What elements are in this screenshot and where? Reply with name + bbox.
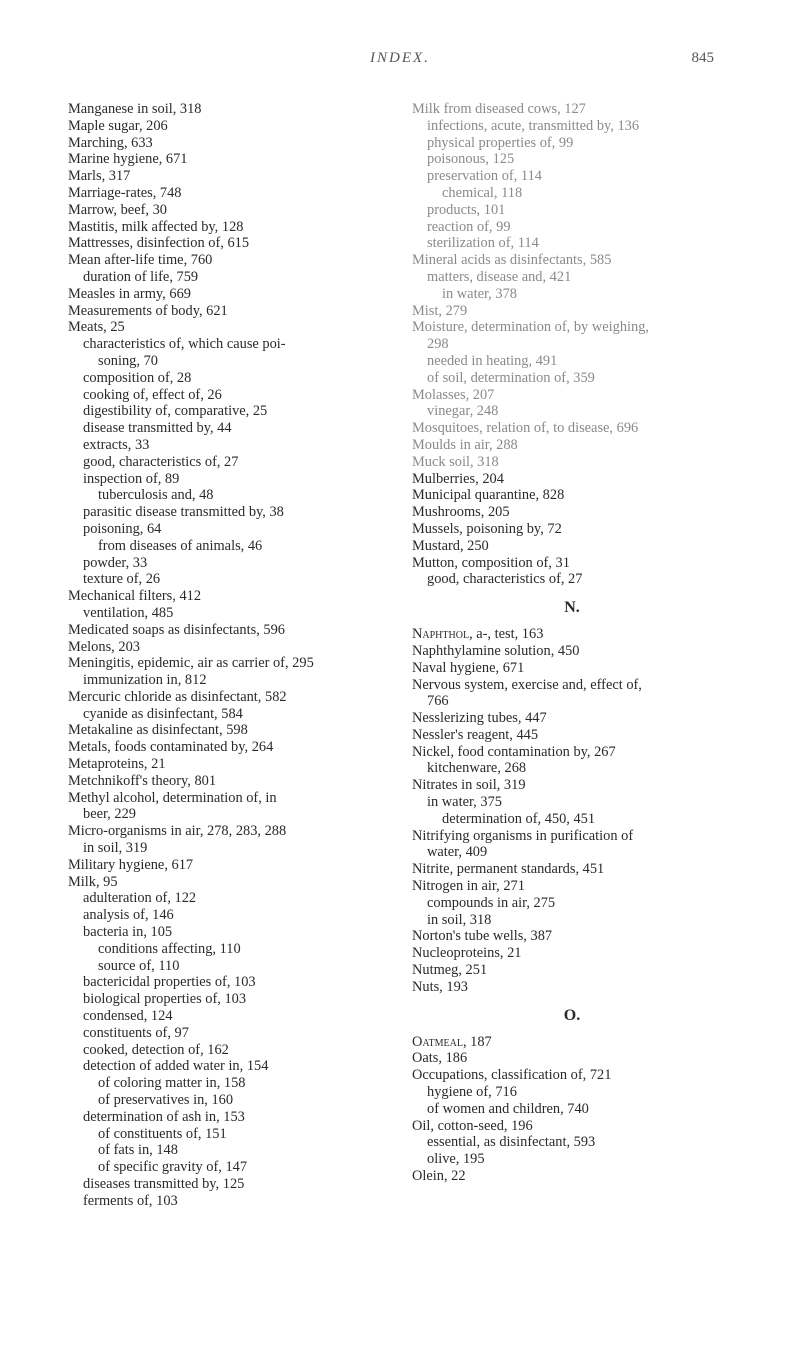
index-entry: Mastitis, milk affected by, 128 xyxy=(68,218,244,235)
index-subentry: ventilation, 485 xyxy=(83,604,174,621)
index-entry: Meningitis, epidemic, air as carrier of, 295 xyxy=(68,655,314,672)
index-subentry: bactericidal properties of, 103 xyxy=(83,974,256,991)
index-subentry: from diseases of animals, 46 xyxy=(98,537,263,554)
index-entry: Mosquitoes, relation of, to disease, 696 xyxy=(412,420,639,437)
index-subentry: of coloring matter in, 158 xyxy=(98,1075,246,1092)
index-subentry: olive, 195 xyxy=(427,1151,485,1168)
index-entry: Metchnikoff's theory, 801 xyxy=(68,772,217,789)
index-entry: Muck soil, 318 xyxy=(412,453,499,470)
index-entry: Nitrite, permanent standards, 451 xyxy=(412,861,605,878)
index-column-left xyxy=(68,101,408,1210)
index-subentry: poisoning, 64 xyxy=(83,520,162,537)
index-subentry: physical properties of, 99 xyxy=(427,134,574,151)
index-subentry: composition of, 28 xyxy=(83,369,192,386)
index-entry: Mattresses, disinfection of, 615 xyxy=(68,235,250,252)
index-entry: Marls, 317 xyxy=(68,168,131,185)
index-entry: Mustard, 250 xyxy=(412,537,489,554)
index-subentry: determination of ash in, 153 xyxy=(83,1108,245,1125)
index-subentry: biological properties of, 103 xyxy=(83,991,247,1008)
index-entry: Methyl alcohol, determination of, in xyxy=(68,789,277,806)
index-entry: Medicated soaps as disinfectants, 596 xyxy=(68,621,286,638)
index-entry: Nutmeg, 251 xyxy=(412,962,488,979)
index-subentry: needed in heating, 491 xyxy=(427,352,558,369)
index-subentry: compounds in air, 275 xyxy=(427,894,556,911)
index-subentry: infections, acute, transmitted by, 136 xyxy=(427,117,640,134)
index-subentry: hygiene of, 716 xyxy=(427,1084,517,1101)
index-entry: Mechanical filters, 412 xyxy=(68,588,202,605)
index-entry: Molasses, 207 xyxy=(412,386,495,403)
index-entry: Oats, 186 xyxy=(412,1050,468,1067)
index-subentry: essential, as disinfectant, 593 xyxy=(427,1134,596,1151)
index-entry: Municipal quarantine, 828 xyxy=(412,487,565,504)
index-subentry: of fats in, 148 xyxy=(98,1142,178,1159)
index-entry: Marine hygiene, 671 xyxy=(68,151,188,168)
index-subentry: parasitic disease transmitted by, 38 xyxy=(83,504,284,521)
index-entry: Milk from diseased cows, 127 xyxy=(412,101,586,117)
index-subentry: analysis of, 146 xyxy=(83,907,174,924)
index-subentry: extracts, 33 xyxy=(83,436,150,453)
index-entry: Oil, cotton-seed, 196 xyxy=(412,1117,533,1134)
index-entry: Naphthol, a-, test, 163 xyxy=(412,626,544,643)
index-subentry: inspection of, 89 xyxy=(83,470,180,487)
index-subentry: cyanide as disinfectant, 584 xyxy=(83,705,243,722)
index-entry: Mutton, composition of, 31 xyxy=(412,554,570,571)
index-subentry: vinegar, 248 xyxy=(427,403,499,420)
index-subentry: ferments of, 103 xyxy=(83,1192,178,1209)
index-subentry: of preservatives in, 160 xyxy=(98,1092,234,1109)
index-subentry: tuberculosis and, 48 xyxy=(98,487,214,504)
index-entry: Mulberries, 204 xyxy=(412,470,504,487)
index-entry: Melons, 203 xyxy=(68,638,140,655)
index-subentry: in water, 375 xyxy=(427,794,502,811)
index-subentry: condensed, 124 xyxy=(83,1008,173,1025)
index-entry: Mushrooms, 205 xyxy=(412,504,510,521)
index-entry: Metakaline as disinfectant, 598 xyxy=(68,722,248,739)
page-number: 845 xyxy=(691,50,714,66)
index-entry: Military hygiene, 617 xyxy=(68,856,194,873)
index-entry: Metaproteins, 21 xyxy=(68,756,166,773)
index-subentry: powder, 33 xyxy=(83,554,148,571)
index-subentry: in soil, 318 xyxy=(427,911,492,928)
index-subentry: kitchenware, 268 xyxy=(427,760,527,777)
index-entry: Mean after-life time, 760 xyxy=(68,252,213,269)
index-entry: Naphthylamine solution, 450 xyxy=(412,642,580,659)
index-subentry: 766 xyxy=(427,693,449,710)
index-subentry: 298 xyxy=(427,336,449,353)
index-subentry: detection of added water in, 154 xyxy=(83,1058,269,1075)
index-entry: Nitrates in soil, 319 xyxy=(412,777,526,794)
index-subentry: good, characteristics of, 27 xyxy=(83,453,239,470)
index-subentry: constituents of, 97 xyxy=(83,1024,189,1041)
index-entry: Measurements of body, 621 xyxy=(68,302,228,319)
index-entry: Maple sugar, 206 xyxy=(68,117,168,134)
index-subentry: disease transmitted by, 44 xyxy=(83,420,232,437)
index-entry: Norton's tube wells, 387 xyxy=(412,928,553,945)
section-letter: O. xyxy=(563,1006,581,1024)
index-entry: Marriage-rates, 748 xyxy=(68,184,182,201)
section-letter: N. xyxy=(564,599,580,617)
index-subentry: sterilization of, 114 xyxy=(427,235,539,252)
index-subentry: conditions affecting, 110 xyxy=(98,940,241,957)
index-entry: Nitrogen in air, 271 xyxy=(412,878,525,895)
index-entry: Metals, foods contaminated by, 264 xyxy=(68,739,274,756)
index-subentry: poisonous, 125 xyxy=(427,151,515,168)
index-subentry: of constituents of, 151 xyxy=(98,1125,227,1142)
index-entry: Nitrifying organisms in purification of xyxy=(412,827,634,844)
index-subentry: of specific gravity of, 147 xyxy=(98,1159,248,1176)
index-subentry: preservation of, 114 xyxy=(427,168,542,185)
index-subentry: matters, disease and, 421 xyxy=(427,268,572,285)
index-subentry: in water, 378 xyxy=(442,285,517,302)
index-entry: Marrow, beef, 30 xyxy=(68,201,167,218)
index-subentry: of women and children, 740 xyxy=(427,1100,589,1117)
index-subentry: good, characteristics of, 27 xyxy=(427,571,583,588)
index-subentry: cooking of, effect of, 26 xyxy=(83,386,222,403)
index-subentry: of soil, determination of, 359 xyxy=(427,369,595,386)
index-entry: Nesslerizing tubes, 447 xyxy=(412,710,547,727)
index-entry: Meats, 25 xyxy=(68,319,125,336)
index-subentry: characteristics of, which cause poi- xyxy=(83,336,286,353)
index-subentry: source of, 110 xyxy=(98,957,180,974)
index-subentry: chemical, 118 xyxy=(442,184,523,201)
index-subentry: texture of, 26 xyxy=(83,571,161,588)
index-entry: Micro-organisms in air, 278, 283, 288 xyxy=(68,823,287,840)
index-column-right xyxy=(412,101,752,1185)
index-subentry: water, 409 xyxy=(427,844,488,861)
index-subentry: products, 101 xyxy=(427,201,506,218)
index-entry: Nervous system, exercise and, effect of, xyxy=(412,676,642,693)
index-entry: Mist, 279 xyxy=(412,302,468,319)
index-subentry: beer, 229 xyxy=(83,806,136,823)
index-subentry: soning, 70 xyxy=(98,352,158,369)
index-entry: Occupations, classification of, 721 xyxy=(412,1067,612,1084)
index-subentry: digestibility of, comparative, 25 xyxy=(83,403,268,420)
index-entry: Marching, 633 xyxy=(68,134,153,151)
index-entry: Manganese in soil, 318 xyxy=(68,101,202,117)
index-entry: Nickel, food contamination by, 267 xyxy=(412,743,616,760)
index-subentry: determination of, 450, 451 xyxy=(442,810,596,827)
index-subentry: diseases transmitted by, 125 xyxy=(83,1176,245,1192)
index-entry: Measles in army, 669 xyxy=(68,285,191,302)
index-entry: Olein, 22 xyxy=(412,1168,466,1185)
index-subentry: immunization in, 812 xyxy=(83,672,207,689)
index-entry: Mussels, poisoning by, 72 xyxy=(412,520,562,537)
index-subentry: in soil, 319 xyxy=(83,840,148,857)
index-subentry: cooked, detection of, 162 xyxy=(83,1041,229,1058)
index-subentry: reaction of, 99 xyxy=(427,218,511,235)
index-entry: Nucleoproteins, 21 xyxy=(412,945,522,962)
index-entry: Nuts, 193 xyxy=(412,978,468,995)
index-entry: Naval hygiene, 671 xyxy=(412,659,525,676)
index-subentry: bacteria in, 105 xyxy=(83,924,173,941)
index-entry: Moisture, determination of, by weighing, xyxy=(412,319,650,336)
index-entry: Oatmeal, 187 xyxy=(412,1033,492,1050)
index-subentry: duration of life, 759 xyxy=(83,268,199,285)
running-title: INDEX. xyxy=(370,50,430,66)
page-header xyxy=(0,50,800,74)
index-subentry: adulteration of, 122 xyxy=(83,890,197,907)
index-entry: Nessler's reagent, 445 xyxy=(412,726,539,743)
index-entry: Mercuric chloride as disinfectant, 582 xyxy=(68,688,287,705)
index-entry: Milk, 95 xyxy=(68,873,118,890)
index-entry: Mineral acids as disinfectants, 585 xyxy=(412,252,612,269)
index-entry: Moulds in air, 288 xyxy=(412,436,518,453)
